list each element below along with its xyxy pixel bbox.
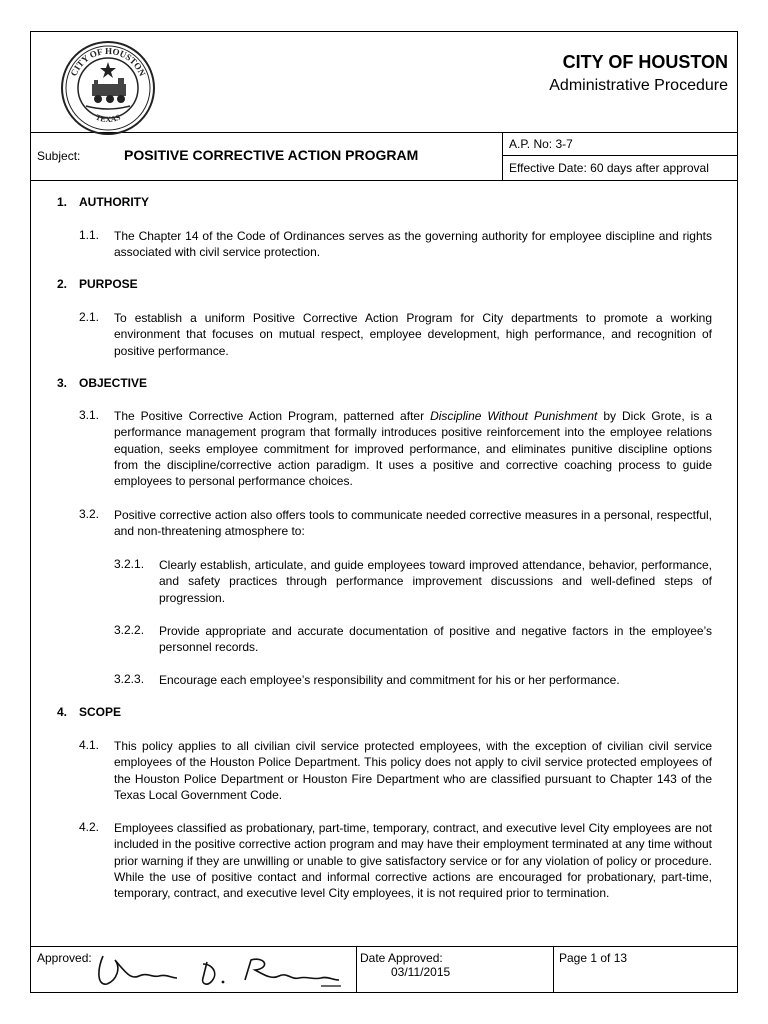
section-number: 3. (57, 376, 68, 390)
paragraph (114, 408, 712, 489)
org-title: CITY OF HOUSTON (562, 52, 728, 72)
footer-vdivider-2 (553, 946, 554, 993)
approved-label: Approved: (37, 951, 92, 965)
city-seal-icon (60, 40, 156, 136)
item-number: 3.2.2. (114, 623, 145, 637)
signature-icon (95, 950, 345, 992)
section-number: 4. (57, 705, 68, 719)
item-number: 2.1. (79, 310, 100, 324)
paragraph: The Chapter 14 of the Code of Ordinances serves as the governing authority for employee discipline and rights associated with civil service protection. (114, 229, 712, 260)
ap-number: A.P. No: 3-7 (509, 137, 573, 151)
date-approved-value: 03/11/2015 (391, 965, 451, 979)
svg-text:CITY OF HOUSTON: CITY OF HOUSTON (68, 45, 148, 78)
section-number: 1. (57, 195, 68, 209)
paragraph: Provide appropriate and accurate documentation of positive and negative factors in the employee’s personnel records. (159, 624, 712, 655)
paragraph: This policy applies to all civilian civil service protected employees, with the exception of civilian civil service employees of the Houston Police Department. This policy does not apply to civil service protected employees of the Houston Police Department or Houston Fire Department who are classified pursuant to Chapter 143 of the Texas Local Government Code. (114, 739, 712, 802)
subject-divider (30, 180, 738, 181)
item-number: 4.1. (79, 738, 100, 752)
paragraph: Positive corrective action also offers tools to communicate needed corrective measures in a personal, respectful, and non-threatening atmosphere to: (114, 508, 712, 539)
footer-vdivider-1 (356, 946, 357, 993)
item-number: 3.1. (79, 408, 100, 422)
paragraph-text: by Dick Grote, is a performance management program that formally introduces positive reinforcement into the employee relations equation, seeks employee commitment for improved performance, and eliminates punitive discipline options from the discipline/corrective action paradigm. It uses a positive and corrective coaching process to guide employees to personal performance choices. (114, 409, 712, 489)
section-heading: SCOPE (79, 705, 122, 719)
item-number: 3.2.1. (114, 557, 145, 571)
date-approved-label: Date Approved: (360, 951, 443, 965)
effective-date: Effective Date: 60 days after approval (509, 161, 709, 175)
item-number: 1.1. (79, 228, 100, 242)
section-heading: AUTHORITY (79, 195, 149, 209)
subject-vdivider (502, 132, 503, 180)
item-number: 3.2. (79, 507, 100, 521)
ap-divider (502, 155, 738, 156)
paragraph: Encourage each employee’s responsibility and commitment for his or her performance. (159, 673, 620, 687)
paragraph-text: The Positive Corrective Action Program, patterned after (114, 409, 431, 423)
footer-divider (30, 946, 738, 947)
paragraph: Employees classified as probationary, part-time, temporary, contract, and executive level City employees are not included in the positive corrective action program and may have their employment terminated at any time without prior warning if they are unwilling or unable to give satisfactory service or for any violation of policy or procedure. While the use of positive contact and informal corrective actions are encouraged for probationary, part-time, temporary, contract, and executive level City employees, it is not required prior to termination. (114, 821, 712, 901)
item-number: 4.2. (79, 820, 100, 834)
section-heading: OBJECTIVE (79, 376, 148, 390)
page-number: Page 1 of 13 (559, 951, 628, 965)
item-number: 3.2.3. (114, 672, 145, 686)
org-subtitle: Administrative Procedure (549, 77, 728, 94)
paragraph: Clearly establish, articulate, and guide employees toward improved attendance, behavior, performance, and safety practices through performance improvement discussions and well-defined steps of progression. (159, 558, 712, 605)
subject-title: POSITIVE CORRECTIVE ACTION PROGRAM (124, 147, 419, 163)
paragraph: To establish a uniform Positive Corrective Action Program for City departments to promote a working environment that focuses on mutual respect, employee development, high performance, and recognition of positive performance. (114, 311, 712, 358)
section-heading: PURPOSE (79, 277, 138, 291)
section-number: 2. (57, 277, 68, 291)
book-title: Discipline Without Punishment (430, 409, 598, 423)
svg-text:TEXAS: TEXAS (94, 112, 122, 125)
subject-label: Subject: (37, 149, 81, 163)
